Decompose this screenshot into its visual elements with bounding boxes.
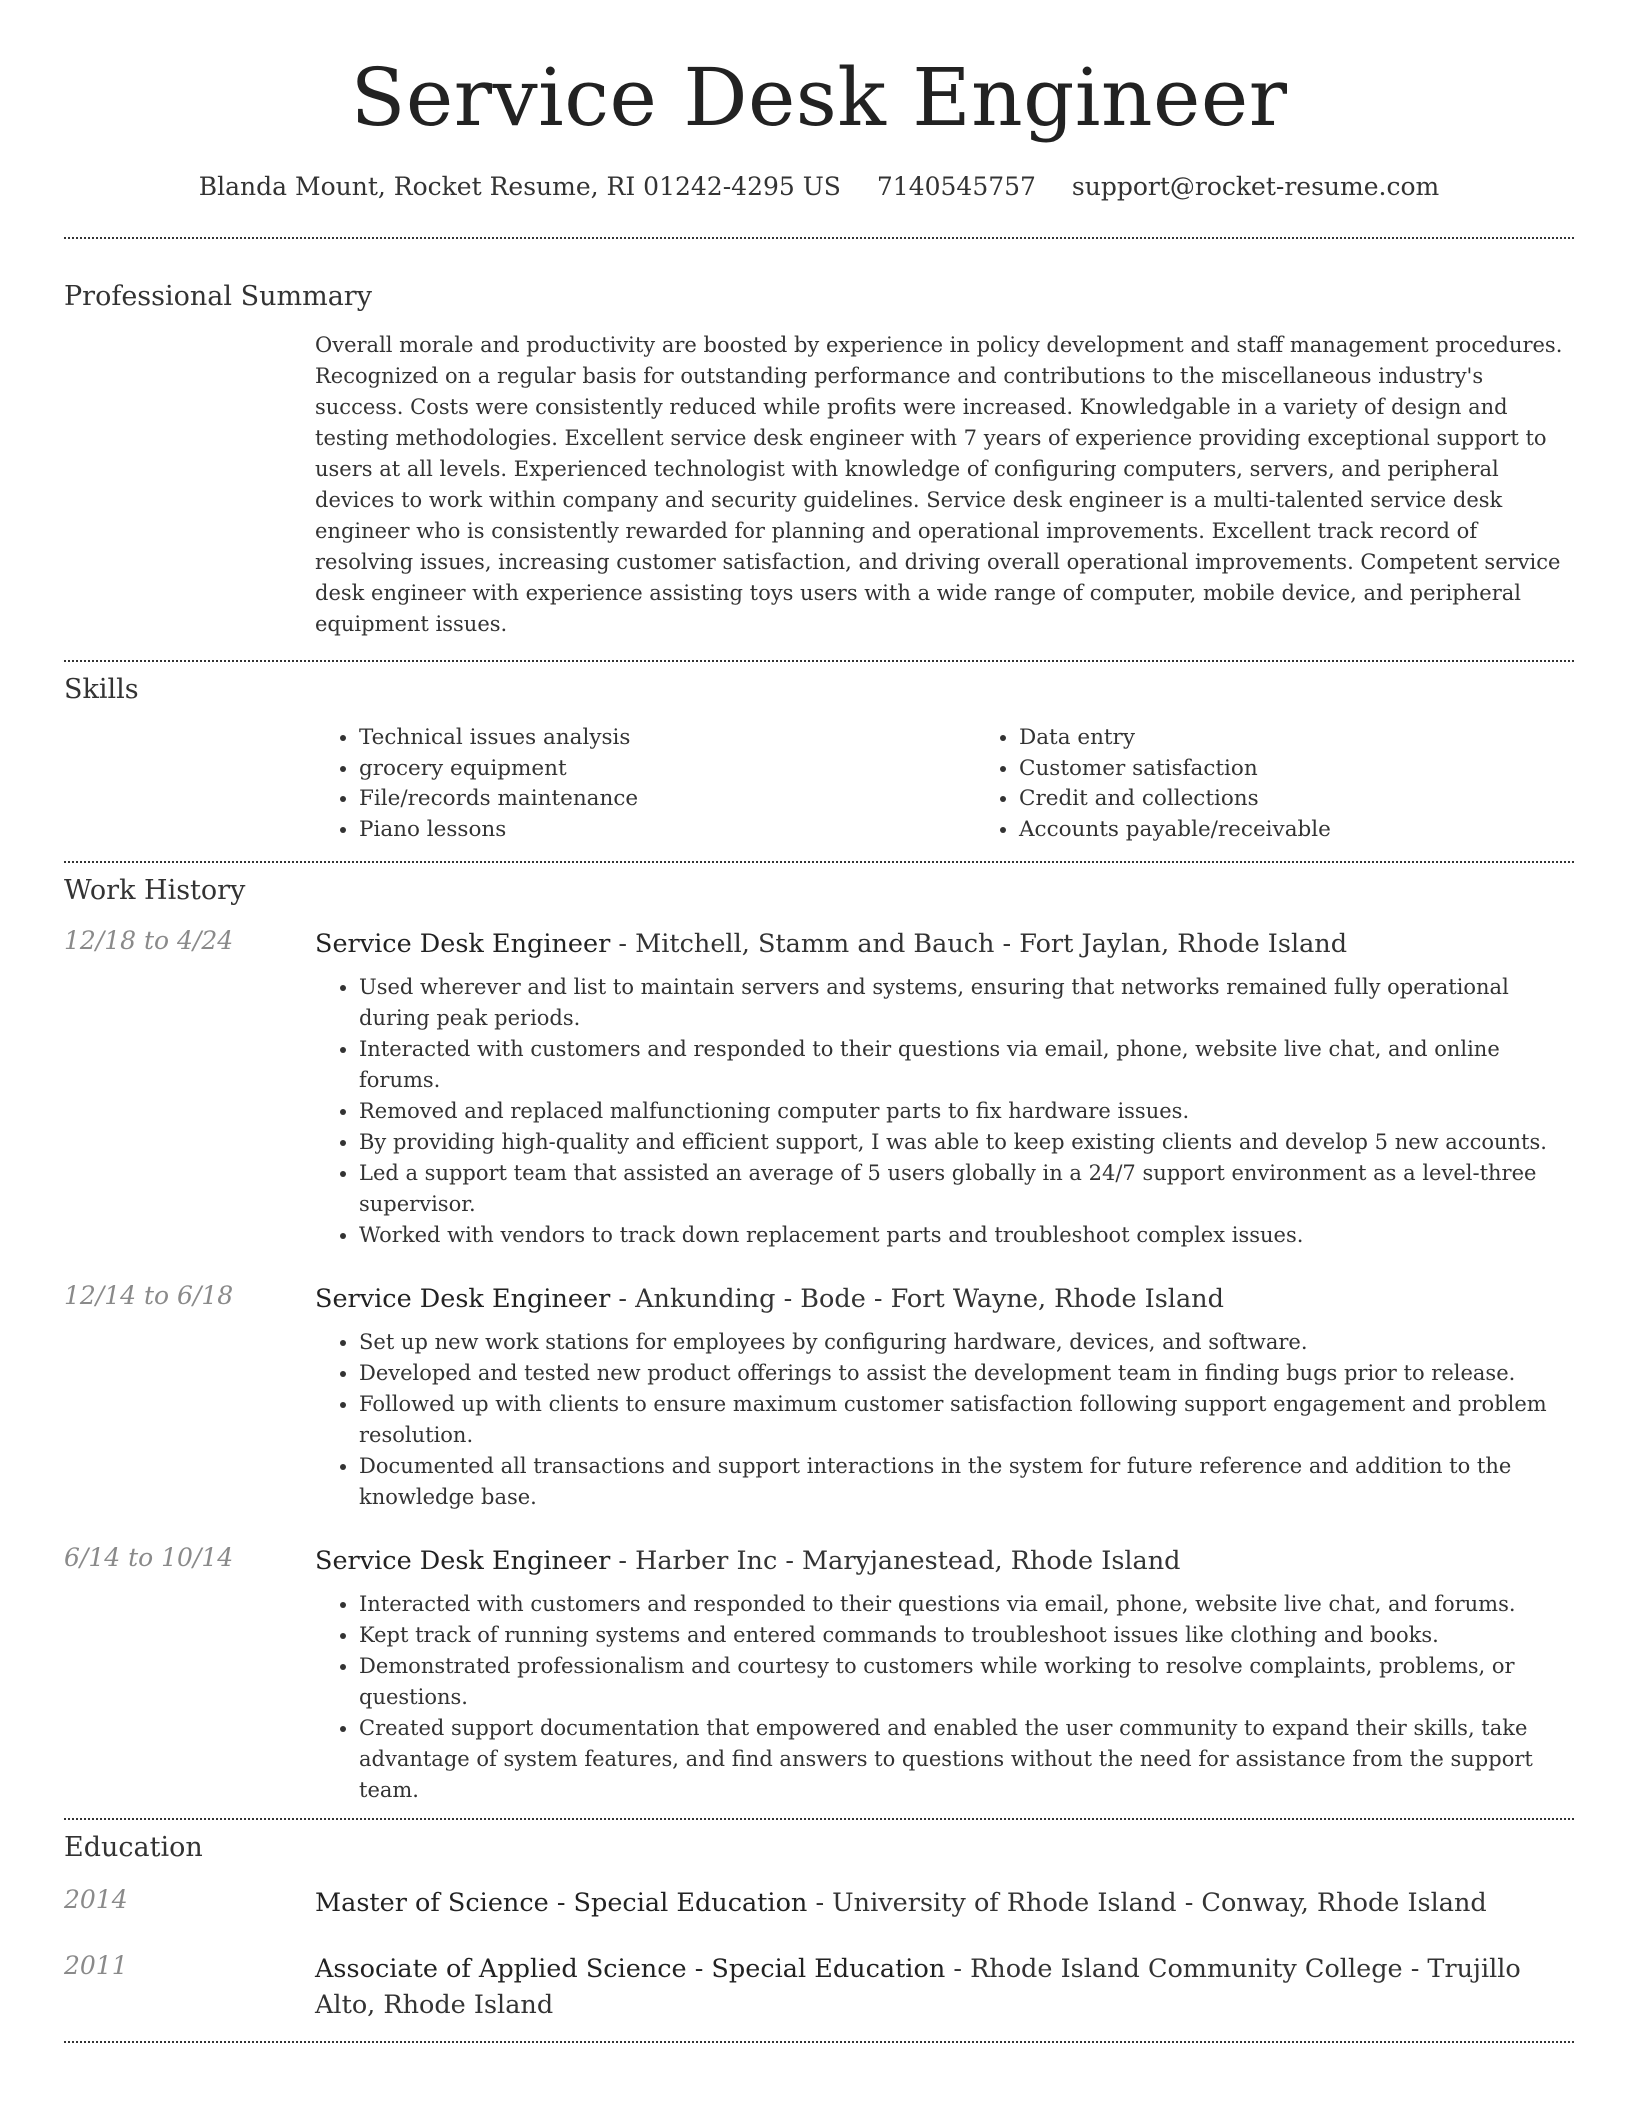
job-bullet: • Set up new work stations for employees by configuring hardware, devices, and software. <box>359 1327 1574 1358</box>
resume-title: Service Desk Engineer <box>350 51 1288 144</box>
education-date: 2011 <box>64 1951 128 1980</box>
education-school: - University of Rhode Island - Conway, Rhode Island <box>807 1888 1487 1918</box>
skill-item: • Accounts payable/receivable <box>1019 815 1331 846</box>
education-degree: Master of Science - Special Education <box>315 1888 808 1918</box>
skill-item: • Data entry <box>1019 723 1331 754</box>
job-employer: - Harber Inc - Maryjanestead, Rhode Island <box>610 1546 1181 1576</box>
job-date: 12/18 to 4/24 <box>64 926 234 955</box>
job-bullets <box>315 1589 1574 1806</box>
job-title <box>315 1281 1574 1317</box>
skill-item: • Piano lessons <box>359 815 975 846</box>
job-bullet: • By providing high-quality and efficient support, I was able to keep existing clients and develop 5 new accounts. <box>359 1127 1574 1158</box>
divider <box>64 237 1574 239</box>
skill-item: • grocery equipment <box>359 754 975 785</box>
education-entry <box>64 1885 1574 1921</box>
job-date: 6/14 to 10/14 <box>64 1543 234 1572</box>
education-degree: Associate of Applied Science - Special Education <box>315 1954 946 1984</box>
skills-list-left <box>315 723 975 845</box>
job-bullets <box>315 972 1574 1251</box>
skills-row <box>64 723 1574 845</box>
summary-row <box>64 330 1574 640</box>
job-bullet: • Used wherever and list to maintain servers and systems, ensuring that networks remained fully operational during peak periods. <box>359 972 1574 1034</box>
contact-phone: 7140545757 <box>876 172 1036 201</box>
education-entry <box>64 1951 1574 2023</box>
job-role: Service Desk Engineer <box>315 929 611 959</box>
job-bullet: • Kept track of running systems and entered commands to troubleshoot issues like clothing and books. <box>359 1620 1574 1651</box>
job-bullet: • Removed and replaced malfunctioning computer parts to fix hardware issues. <box>359 1096 1574 1127</box>
job-role: Service Desk Engineer <box>315 1284 611 1314</box>
contact-address: Blanda Mount, Rocket Resume, RI 01242-4295 US <box>198 172 841 201</box>
contact-email: support@rocket-resume.com <box>1071 172 1440 201</box>
summary-text: Overall morale and productivity are boosted by experience in policy development and staff management procedures. Recognized on a regular basis for outstanding performance and contributions to the miscellaneous industry's success. Costs were consistently reduced while profits were increased. Knowledgable in a variety of design and testing methodologies. Excellent service desk engineer with 7 years of experience providing exceptional support to users at all levels. Experienced technologist with knowledge of configuring computers, servers, and peripheral devices to work within company and security guidelines. Service desk engineer is a multi-talented service desk engineer who is consistently rewarded for planning and operational improvements. Excellent track record of resolving issues, increasing customer satisfaction, and driving overall operational improvements. Competent service desk engineer with experience assisting toys users with a wide range of computer, mobile device, and peripheral equipment issues. <box>315 333 1563 636</box>
job-bullet: • Worked with vendors to track down replacement parts and troubleshoot complex issues. <box>359 1220 1574 1251</box>
job-entry <box>64 1543 1574 1806</box>
job-bullet: • Developed and tested new product offerings to assist the development team in finding bugs prior to release. <box>359 1358 1574 1389</box>
education-title <box>315 1951 1574 2023</box>
divider <box>64 861 1574 863</box>
job-entry <box>64 926 1574 1251</box>
section-title-summary: Professional Summary <box>64 281 372 312</box>
skill-item: • Customer satisfaction <box>1019 754 1331 785</box>
job-entry <box>64 1281 1574 1513</box>
resume-page <box>64 0 1574 2043</box>
job-employer: - Ankunding - Bode - Fort Wayne, Rhode Island <box>610 1284 1224 1314</box>
education-title <box>315 1885 1574 1921</box>
skill-item: • Technical issues analysis <box>359 723 975 754</box>
divider <box>64 660 1574 662</box>
job-bullet: • Led a support team that assisted an average of 5 users globally in a 24/7 support environment as a level-three supervisor. <box>359 1158 1574 1220</box>
job-title <box>315 926 1574 962</box>
job-employer: - Mitchell, Stamm and Bauch - Fort Jaylan, Rhode Island <box>610 929 1348 959</box>
divider <box>64 1818 1574 1820</box>
education-date: 2014 <box>64 1885 128 1914</box>
job-date: 12/14 to 6/18 <box>64 1281 234 1310</box>
section-title-skills: Skills <box>64 674 139 705</box>
job-role: Service Desk Engineer <box>315 1546 611 1576</box>
job-bullet: • Interacted with customers and responded to their questions via email, phone, website live chat, and online forums. <box>359 1034 1574 1096</box>
job-bullet: • Followed up with clients to ensure maximum customer satisfaction following support engagement and problem resolution. <box>359 1389 1574 1451</box>
skills-list-right <box>975 723 1331 845</box>
job-bullet: • Created support documentation that empowered and enabled the user community to expand their skills, take advantage of system features, and find answers to questions without the need for assistance from the support team. <box>359 1713 1574 1806</box>
skill-item: • File/records maintenance <box>359 784 975 815</box>
section-title-work: Work History <box>64 875 246 906</box>
job-bullet: • Interacted with customers and responded to their questions via email, phone, website live chat, and forums. <box>359 1589 1574 1620</box>
section-title-education: Education <box>64 1832 203 1863</box>
education-school: - Rhode Island Community College - Trujillo Alto, Rhode Island <box>315 1954 1521 2020</box>
job-title <box>315 1543 1574 1579</box>
job-bullets <box>315 1327 1574 1513</box>
contact-line <box>64 172 1574 201</box>
skill-item: • Credit and collections <box>1019 784 1331 815</box>
divider <box>64 2041 1574 2043</box>
job-bullet: • Demonstrated professionalism and courtesy to customers while working to resolve complaints, problems, or questions. <box>359 1651 1574 1713</box>
job-bullet: • Documented all transactions and support interactions in the system for future reference and addition to the knowledge base. <box>359 1451 1574 1513</box>
